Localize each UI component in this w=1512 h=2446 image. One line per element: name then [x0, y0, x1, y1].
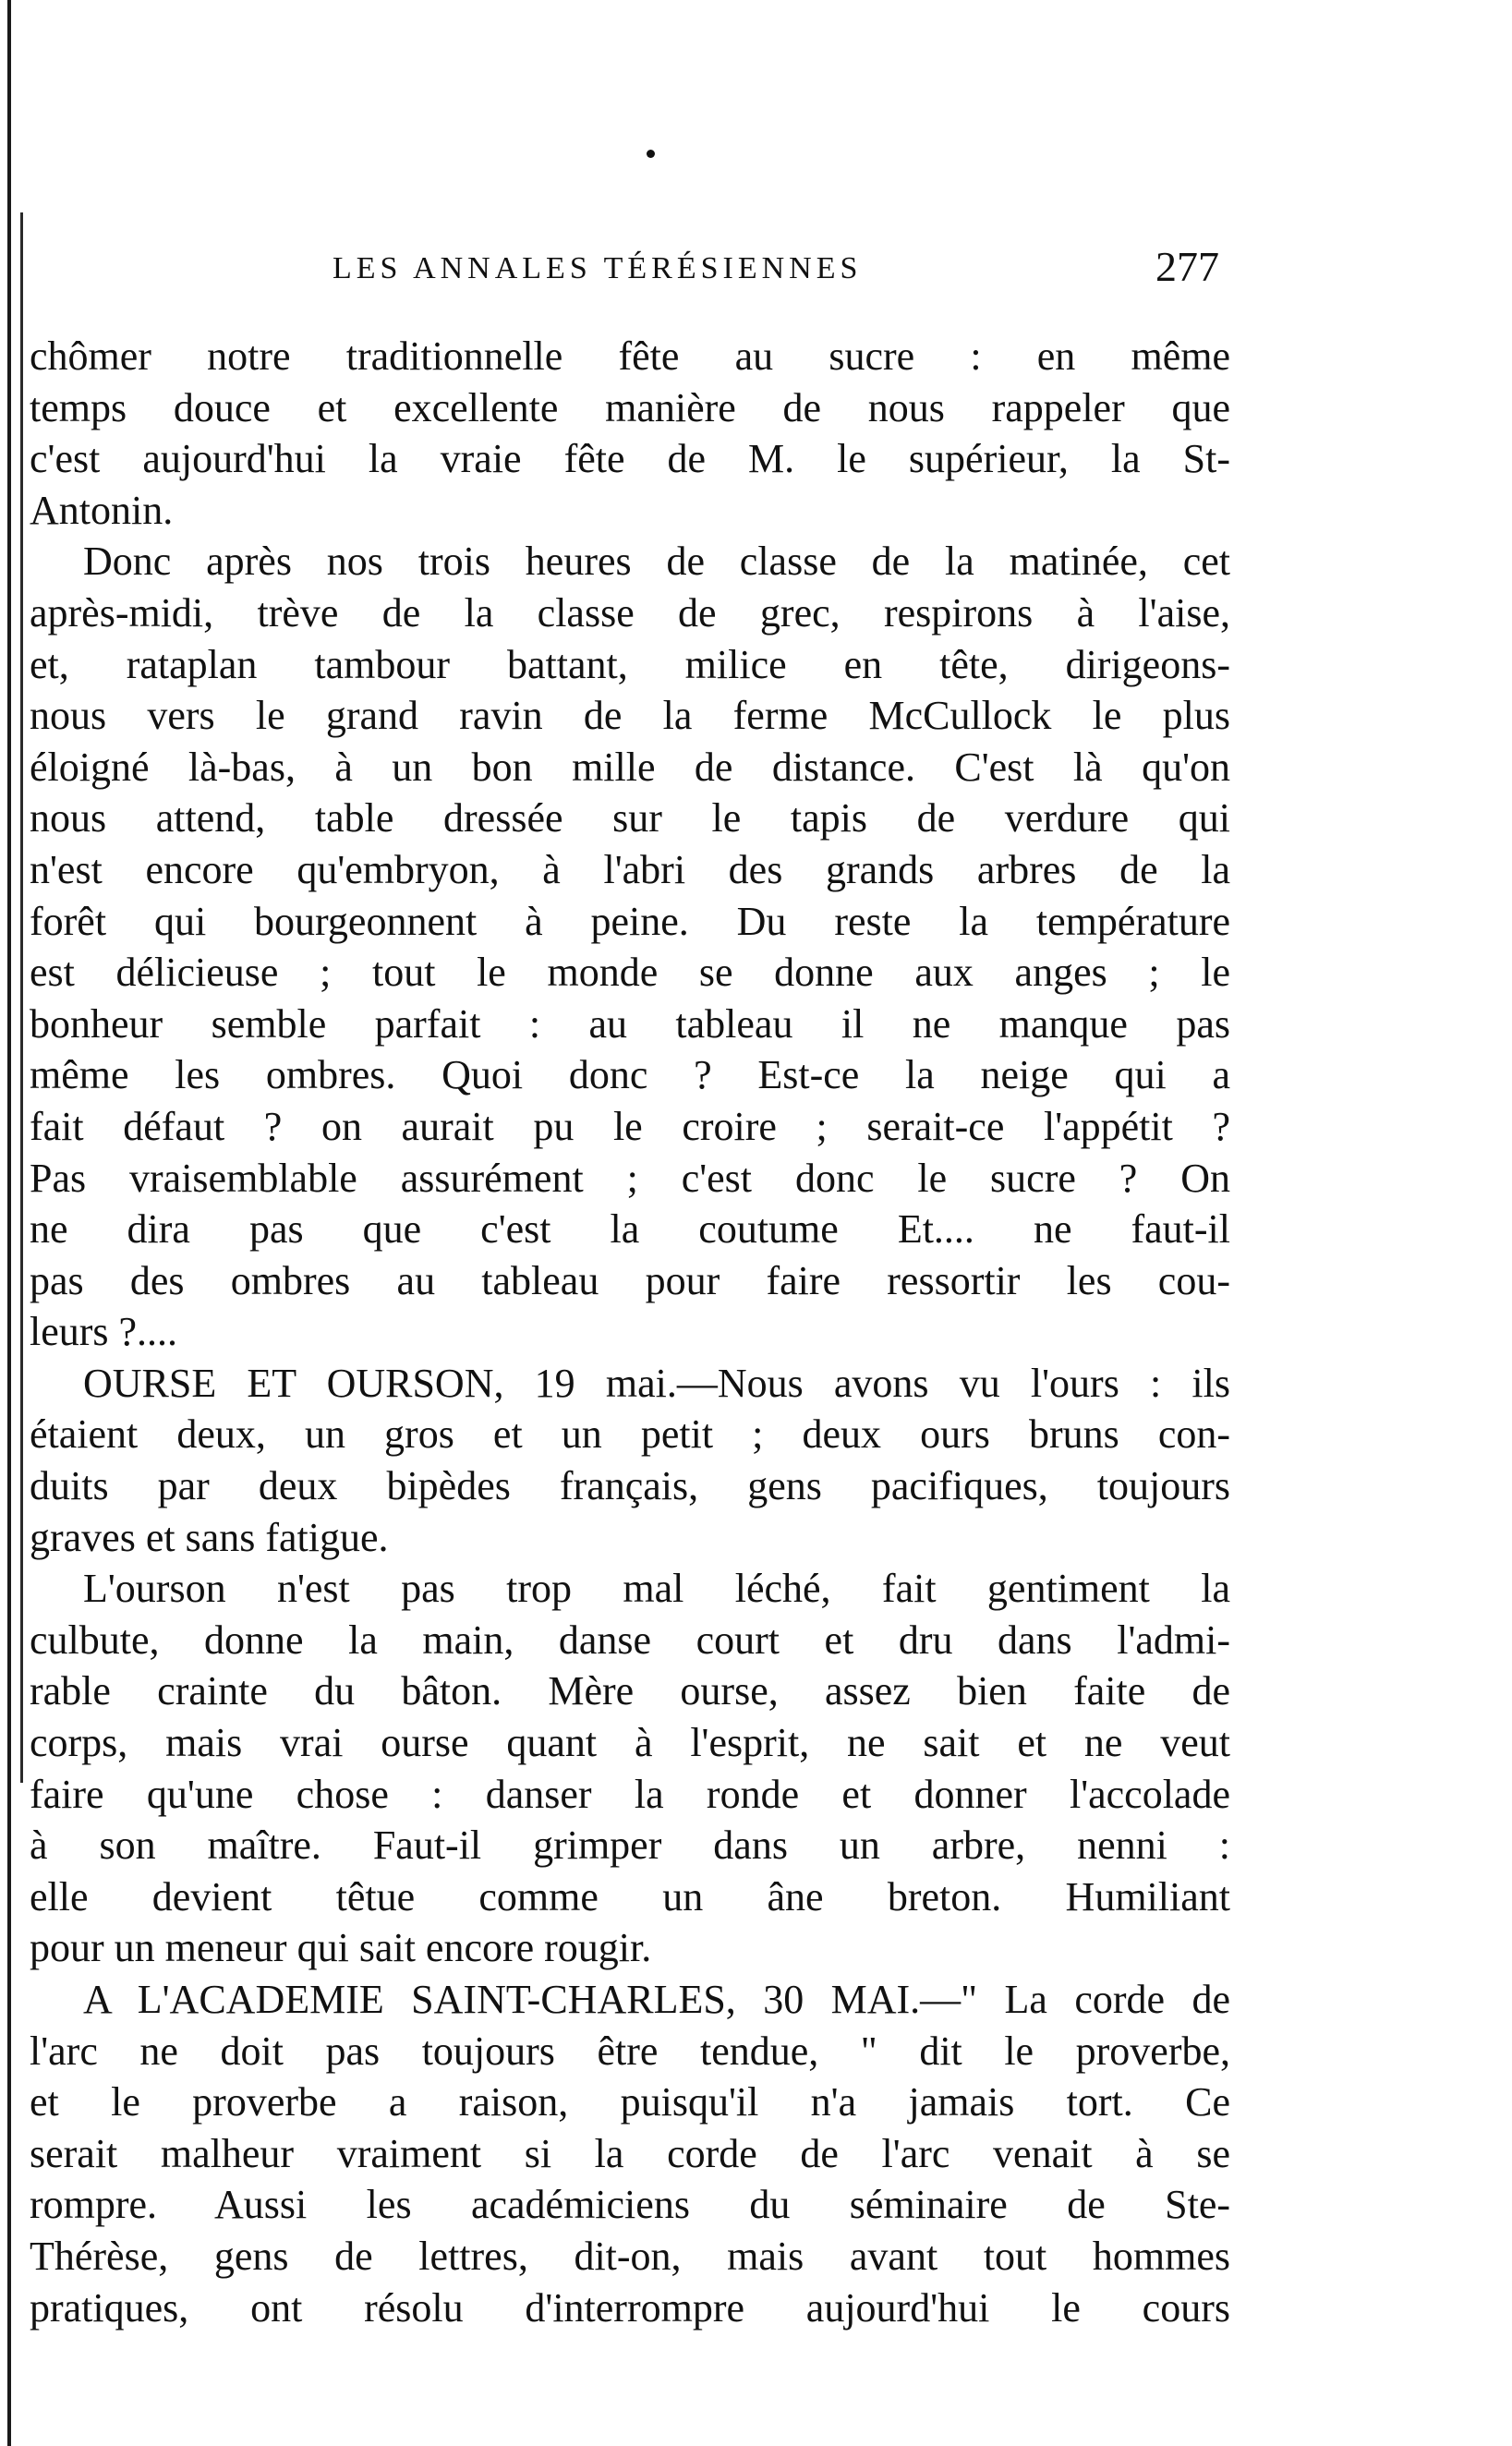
- text-line: ne dira pas que c'est la coutume Et.... ne faut-il: [30, 1206, 1230, 1253]
- text-line: à son maître. Faut-il grimper dans un arbre, nenni :: [30, 1822, 1230, 1869]
- text-line: pratiques, ont résolu d'interrompre aujourd'hui le cours: [30, 2284, 1230, 2331]
- text-line: pas des ombres au tableau pour faire ressortir les cou-: [30, 1257, 1230, 1303]
- text-line: est délicieuse ; tout le monde se donne aux anges ; le: [30, 950, 1230, 996]
- text-line: Antonin.: [30, 487, 174, 533]
- text-line: Thérèse, gens de lettres, dit-on, mais avant tout hommes: [30, 2233, 1230, 2279]
- text-line: corps, mais vrai ourse quant à l'esprit, ne sait et ne veut: [30, 1720, 1230, 1766]
- text-line: duits par deux bipèdes français, gens pacifiques, toujours: [30, 1463, 1230, 1509]
- text-line: et, rataplan tambour battant, milice en tête, dirigeons-: [30, 641, 1230, 687]
- ink-speck: [647, 150, 655, 158]
- text-line: rompre. Aussi les académiciens du séminaire de Ste-: [30, 2182, 1230, 2228]
- text-line: pour un meneur qui sait encore rougir.: [30, 1925, 652, 1971]
- text-line: rable crainte du bâton. Mère ourse, assez bien faite de: [30, 1668, 1230, 1714]
- text-line: étaient deux, un gros et un petit ; deux ours bruns con-: [30, 1411, 1230, 1458]
- running-head: [333, 242, 1219, 297]
- running-head-title: LES ANNALES TÉRÉSIENNES: [333, 251, 863, 285]
- text-line: c'est aujourd'hui la vraie fête de M. le supérieur, la St-: [30, 436, 1230, 482]
- text-line: forêt qui bourgeonnent à peine. Du reste la température: [30, 898, 1230, 944]
- text-line: n'est encore qu'embryon, à l'abri des grands arbres de la: [30, 846, 1230, 892]
- text-line: temps douce et excellente manière de nous rappeler que: [30, 384, 1230, 430]
- text-line: et le proverbe a raison, puisqu'il n'a jamais tort. Ce: [30, 2079, 1230, 2125]
- text-line: leurs ?....: [30, 1309, 178, 1355]
- text-line: Donc après nos trois heures de classe de la matinée, cet: [83, 539, 1230, 585]
- text-line: graves et sans fatigue.: [30, 1514, 389, 1560]
- text-line: faire qu'une chose : danser la ronde et donner l'accolade: [30, 1771, 1230, 1817]
- text-line: l'arc ne doit pas toujours être tendue, " dit le proverbe,: [30, 2028, 1230, 2074]
- text-line: A L'ACADEMIE SAINT-CHARLES, 30 MAI.—" La corde de: [83, 1977, 1230, 2022]
- text-line: nous attend, table dressée sur le tapis de verdure qui: [30, 795, 1230, 842]
- text-line: Pas vraisemblable assurément ; c'est donc le sucre ? On: [30, 1155, 1230, 1201]
- text-line: serait malheur vraiment si la corde de l'arc venait à se: [30, 2130, 1230, 2176]
- text-line: nous vers le grand ravin de la ferme McCullock le plus: [30, 693, 1230, 739]
- text-line: OURSE ET OURSON, 19 mai.—Nous avons vu l'ours : ils: [83, 1360, 1230, 1406]
- body-text: [30, 331, 1230, 2333]
- text-line: fait défaut ? on aurait pu le croire ; serait-ce l'appétit ?: [30, 1103, 1230, 1149]
- page-number: 277: [1155, 243, 1219, 290]
- page-binding-edge: [7, 0, 11, 2446]
- text-line: elle devient têtue comme un âne breton. Humiliant: [30, 1873, 1230, 1919]
- text-line: même les ombres. Quoi donc ? Est-ce la neige qui a: [30, 1052, 1230, 1098]
- text-line: L'ourson n'est pas trop mal léché, fait gentiment la: [83, 1566, 1230, 1612]
- page-gutter-shadow: [20, 212, 23, 1783]
- text-line: bonheur semble parfait : au tableau il ne manque pas: [30, 1000, 1230, 1047]
- text-line: éloigné là-bas, à un bon mille de distance. C'est là qu'on: [30, 744, 1230, 790]
- text-line: après-midi, trève de la classe de grec, respirons à l'aise,: [30, 589, 1230, 636]
- text-line: chômer notre traditionnelle fête au sucre : en même: [30, 333, 1230, 379]
- text-line: culbute, donne la main, danse court et dru dans l'admi-: [30, 1617, 1230, 1663]
